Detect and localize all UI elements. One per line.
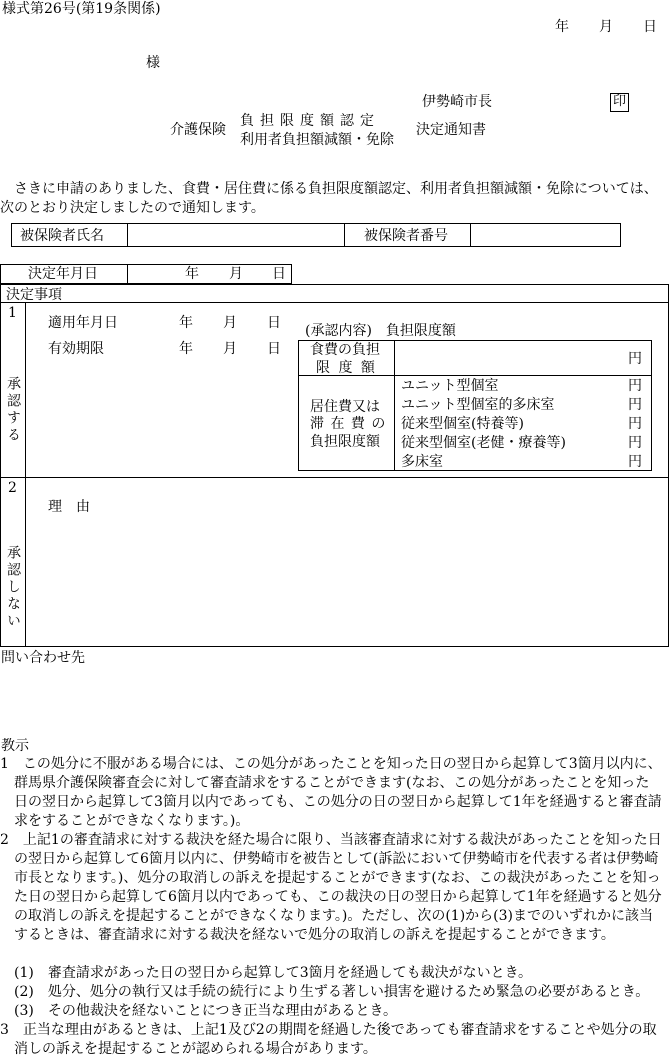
applicable-day: 日 xyxy=(267,315,281,331)
instruction-sub-1: (1) 審査請求があった日の翌日から起算して3箇月を経過しても裁決がないとき。 xyxy=(14,965,533,981)
insured-number-label: 被保険者番号 xyxy=(364,228,448,244)
food-limit-label-2: 限 度 額 xyxy=(316,360,377,376)
date-month: 月 xyxy=(599,19,613,35)
room-type-conventional-roken: 従来型個室(老健・療養等) xyxy=(401,435,566,451)
contact-label: 問い合わせ先 xyxy=(1,650,85,666)
applicable-date-label: 適用年月日 xyxy=(48,315,118,331)
room-type-unit-semi-private: ユニット型個室的多床室 xyxy=(401,397,555,413)
valid-period-label: 有効期限 xyxy=(48,341,104,357)
approval-content-label: (承認内容) 負担限度額 xyxy=(305,323,456,339)
form-number: 様式第26号(第19条関係) xyxy=(2,1,161,17)
date-day: 日 xyxy=(643,19,657,35)
instruction-item-3: 3 正当な理由があるときは、上記1及び2の期間を経過した後であっても審査請求をすることや処分の取消しの訴えを提起することが認められる場合があります。 xyxy=(0,1022,657,1057)
food-limit-label-1: 食費の負担 xyxy=(310,342,380,358)
instruction-sub-3: (3) その他裁決を経ないことにつき正当な理由があるとき。 xyxy=(14,1003,397,1019)
room-type-yen: 円 xyxy=(628,454,642,470)
decision-date-month: 月 xyxy=(229,266,243,282)
valid-day: 日 xyxy=(267,341,281,357)
instruction-title: 教示 xyxy=(1,738,29,754)
issuer-name: 伊勢崎市長 xyxy=(422,94,492,110)
residence-label-2: 滞 在 費 の xyxy=(310,416,387,432)
valid-month: 月 xyxy=(223,341,237,357)
date-year: 年 xyxy=(555,19,569,35)
addressee-suffix: 様 xyxy=(146,55,160,71)
instruction-sub-2: (2) 処分、処分の執行又は手続の続行により生ずる著しい損害を避けるため緊急の必要があるとき。 xyxy=(14,984,650,1000)
applicable-month: 月 xyxy=(223,315,237,331)
title-line2: 利用者負担額減額・免除 xyxy=(240,132,394,148)
decision-date-day: 日 xyxy=(272,266,286,282)
title-line1: 負担限度額認定 xyxy=(240,113,380,129)
deny-vertical-label: 承認しない xyxy=(5,545,21,630)
instruction-item-2: 2 上記1の審査請求に対する裁決を経た場合に限り、当該審査請求に対する裁決があったことを知った日の翌日から起算して6箇月以内に、伊勢崎市を被告として(訴訟において伊勢崎市を代表する者は伊勢崎市長となります。)、処分の取消しの訴えを提起することができます(なお、この裁決があったことを知った日の翌日から起算して6箇月以内であっても、この裁決の日の翌日から起算して1年を経過すると処分の取消しの訴えを提起することができなくなります。)。ただし、次の(1)から(3)までのいずれかに該当するときは、審査請求に対する裁決を経ないで処分の取消しの訴えを提起することができます。 xyxy=(0,832,662,943)
deny-reason-label: 理 由 xyxy=(48,499,90,515)
applicable-year: 年 xyxy=(179,315,193,331)
room-type-unit-private: ユニット型個室 xyxy=(401,378,499,394)
room-type-multi-bed: 多床室 xyxy=(401,454,443,470)
room-type-yen: 円 xyxy=(628,397,642,413)
decision-date-label: 決定年月日 xyxy=(28,266,98,282)
decision-header: 決定事項 xyxy=(6,287,62,303)
residence-label-3: 負担限度額 xyxy=(310,434,380,450)
title-suffix: 決定通知書 xyxy=(416,122,486,138)
room-type-yen: 円 xyxy=(628,416,642,432)
approve-vertical-label: 承認する xyxy=(5,376,21,444)
room-type-yen: 円 xyxy=(628,435,642,451)
valid-year: 年 xyxy=(179,341,193,357)
insured-name-label: 被保険者氏名 xyxy=(20,228,104,244)
approve-number: 1 xyxy=(8,305,17,321)
instruction-item-1: 1 この処分に不服がある場合には、この処分があったことを知った日の翌日から起算して3箇月以内に、群馬県介護保険審査会に対して審査請求をすることができます(なお、この処分があったことを知った日の翌日から起算して3箇月以内であっても、この処分の日の翌日から起算して1年を経過すると審査請求をすることができなくなります。)。 xyxy=(0,756,662,829)
deny-number: 2 xyxy=(8,480,17,496)
seal-mark: 印 xyxy=(610,93,629,112)
residence-label-1: 居住費又は xyxy=(310,399,380,415)
decision-date-year: 年 xyxy=(185,266,199,282)
food-limit-yen: 円 xyxy=(628,351,642,367)
room-type-yen: 円 xyxy=(628,378,642,394)
title-prefix: 介護保険 xyxy=(170,122,226,138)
room-type-conventional-tokuyo: 従来型個室(特養等) xyxy=(401,416,524,432)
intro-text: さきに申請のありました、食費・居住費に係る負担限度額認定、利用者負担額減額・免除については、次のとおり決定しましたので通知します。 xyxy=(0,181,658,216)
